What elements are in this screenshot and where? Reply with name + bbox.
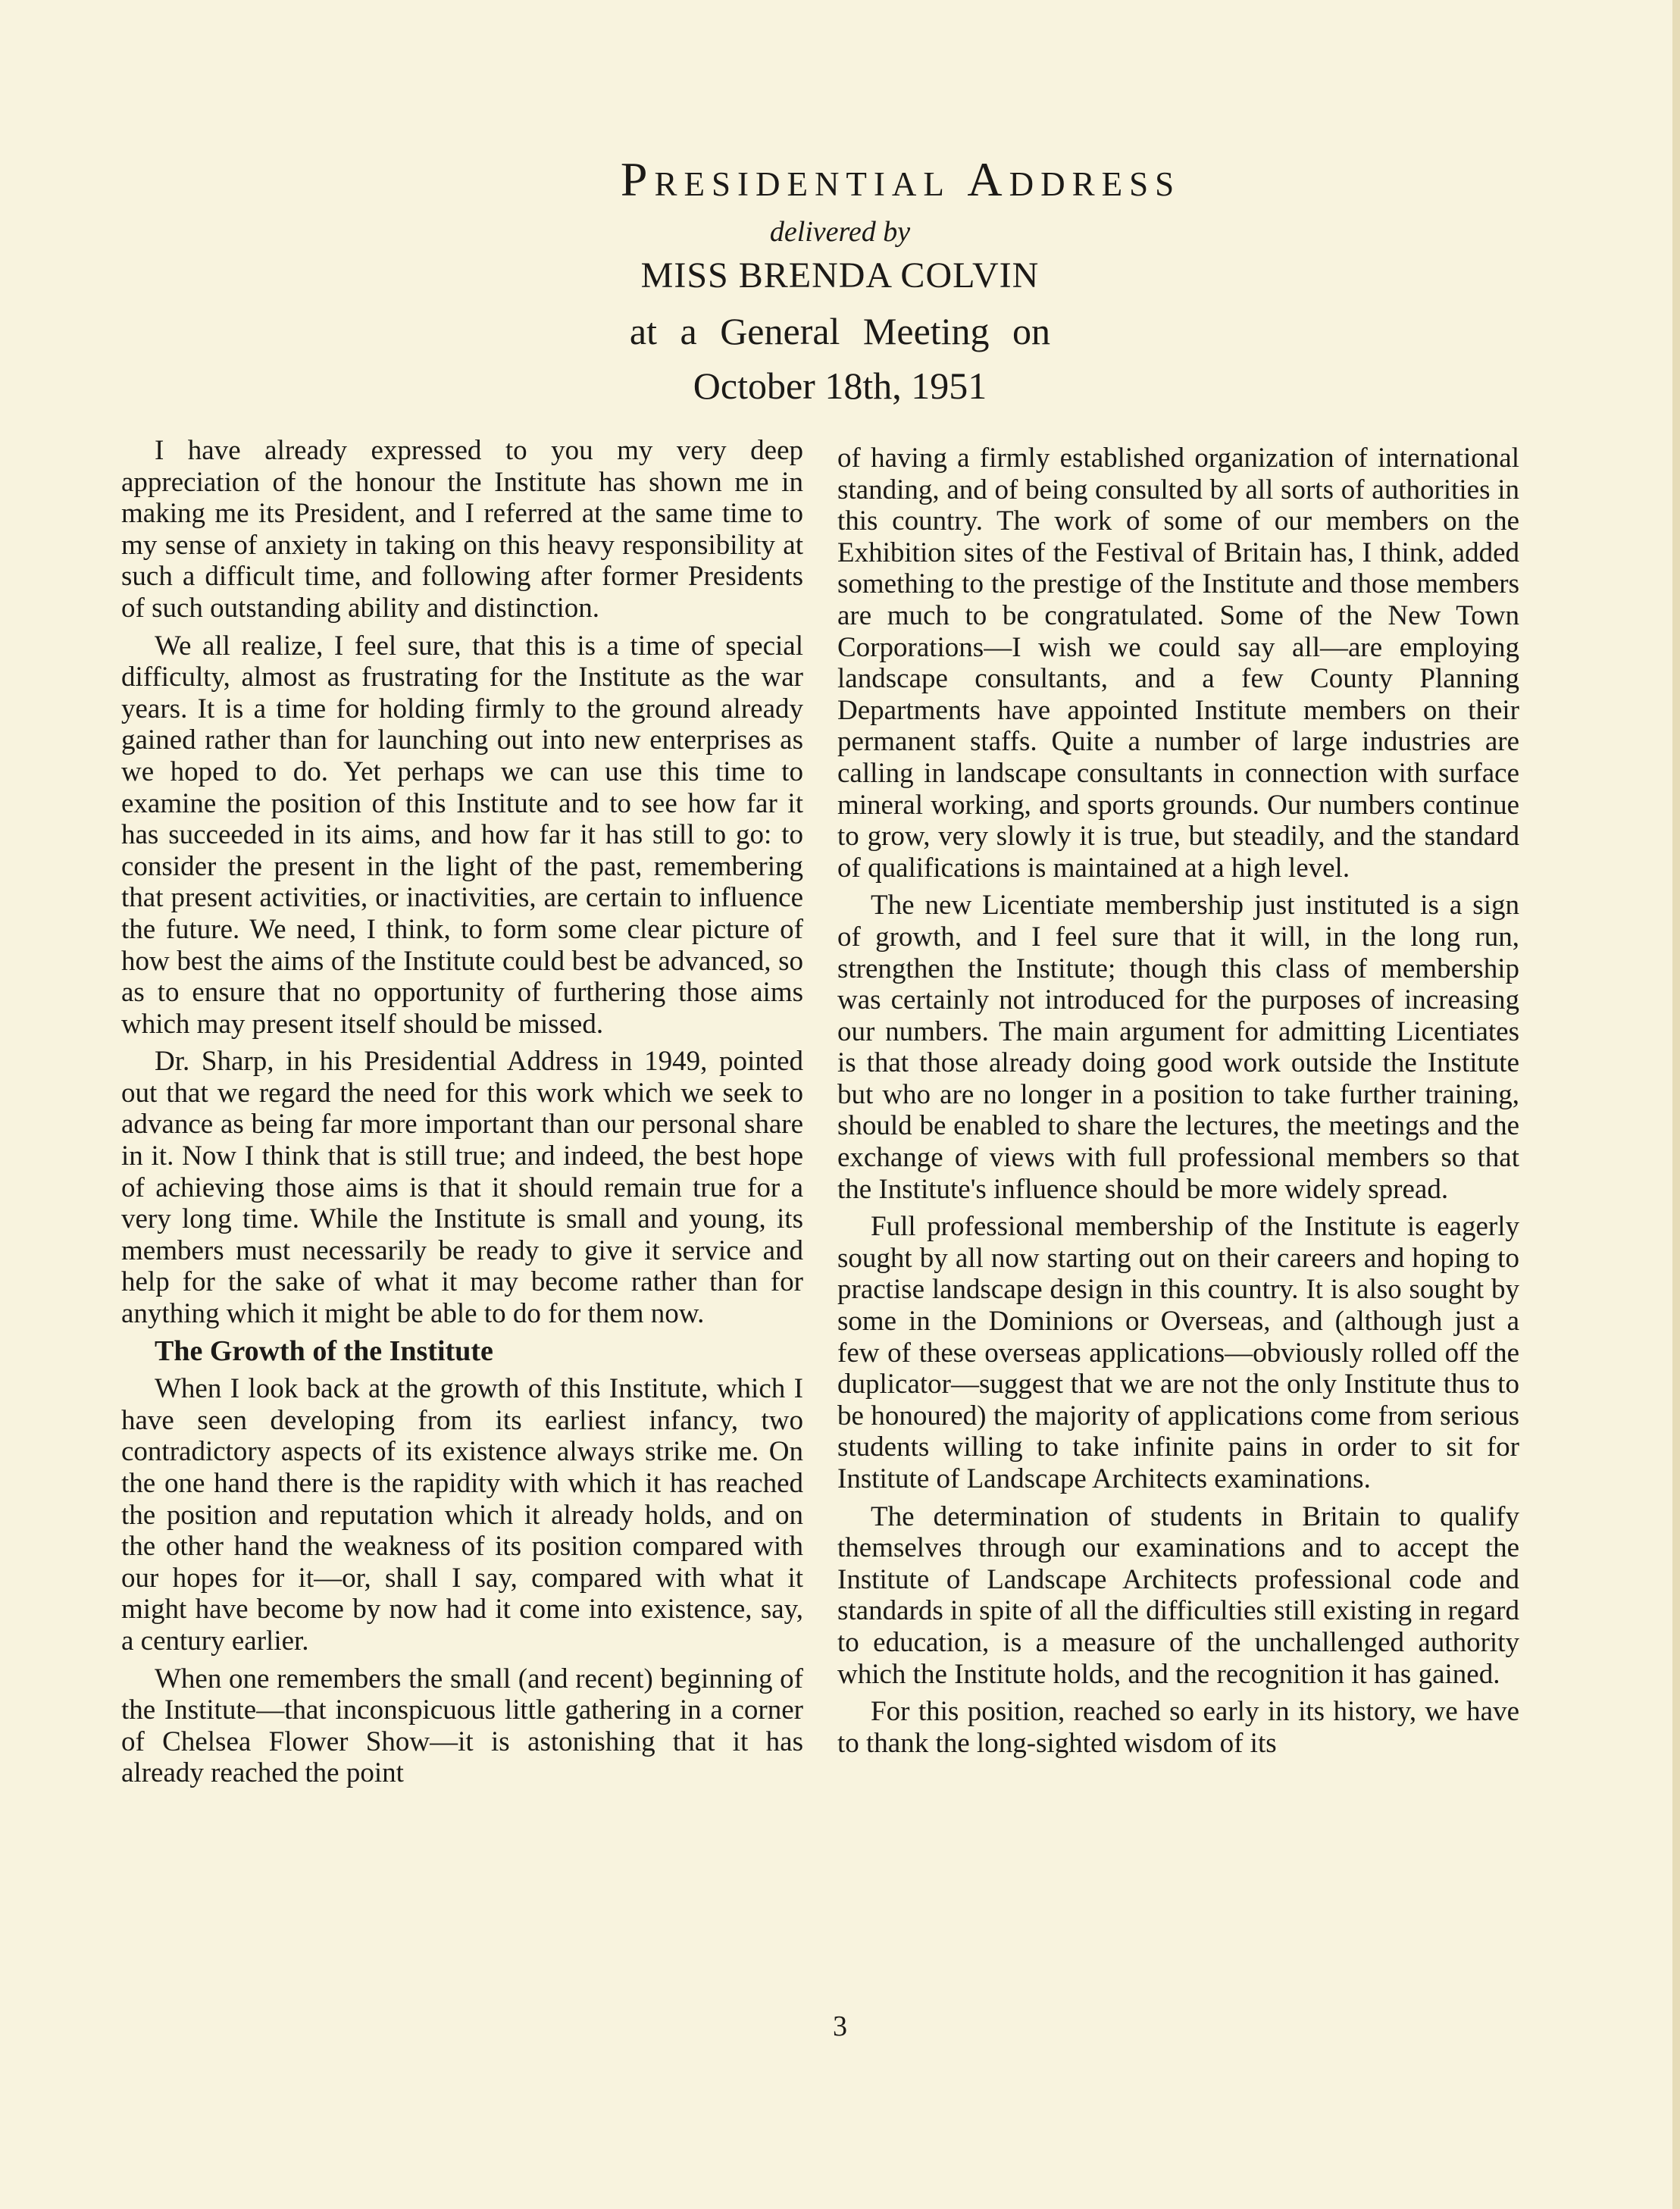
paragraph: of having a firmly established organization of international standing, and of being consulted by all sorts of authorities in this country. The work of some of our members on the Exhibition sites of the Festival of Britain has, I think, added something to the prestige of the Institute and those members are much to be congratulated. Some of the New Town Corporations—I wish we could say all—are employing landscape consultants, and a few County Planning Departments have appointed Institute members on their permanent staffs. Quite a number of large industries are calling in landscape consultants in connection with surface mineral working, and sports grounds. Our numbers continue to grow, very slowly it is true, but steadily, and the standard of qualifications is maintained at a high level.	[837, 443, 1519, 884]
date-line: October 18th, 1951	[693, 365, 987, 407]
delivered-by-line: delivered by	[769, 216, 911, 248]
paragraph: The determination of students in Britain to qualify themselves through our examinations and to accept the Institute of Landscape Architects professional code and standards in spite of all the difficulties still existing in regard to education, is a measure of the unchallenged authority which the Institute holds, and the recognition it has gained.	[837, 1500, 1519, 1690]
paragraph: When I look back at the growth of this Institute, which I have seen developing from its earliest infancy, two contradictory aspects of its existence always strike me. On the one hand there is the rapidity with which it has reached the position and reputation which it already holds, and on the other hand the weakness of its position compared with our hopes for it—or, shall I say, compared with what it might have become by now had it come into existence, say, a century earlier.	[121, 1373, 803, 1657]
right-column	[837, 443, 1519, 1765]
occasion-line: at a General Meeting on	[629, 310, 1051, 352]
speaker-name: MISS BRENDA COLVIN	[640, 255, 1040, 296]
paragraph: I have already expressed to you my very deep appreciation of the honour the Institute has shown me in making me its President, and I referred at the same time to my sense of anxiety in taking on this heavy responsibility at such a difficult time, and following after former Presidents of such outstanding ability and distinction.	[121, 435, 803, 624]
section-heading: The Growth of the Institute	[155, 1334, 493, 1367]
page-number: 3	[833, 2010, 847, 2042]
paragraph: When one remembers the small (and recent) beginning of the Institute—that inconspicuous little gathering in a corner of Chelsea Flower Show—it is astonishing that it has already reached the point	[121, 1663, 803, 1789]
paragraph: The new Licentiate membership just instituted is a sign of growth, and I feel sure that it will, in the long run, strengthen the Institute; though this class of membership was certainly not introduced for the purposes of increasing our numbers. The main argument for admitting Licentiates is that those already doing good work outside the Institute but who are no longer in a position to take further training, should be enabled to share the lectures, the meetings and the exchange of views with full professional members so that the Institute's influence should be more widely spread.	[837, 890, 1519, 1205]
paragraph: Dr. Sharp, in his Presidential Address in 1949, pointed out that we regard the need for this work which we seek to advance as being far more important than our personal share in it. Now I think that is still true; and indeed, the best hope of achieving those aims is that it should remain true for a very long time. While the Institute is small and young, its members must necessarily be ready to give it service and help for the sake of what it may become rather than for anything which it might be able to do for them now.	[121, 1046, 803, 1330]
page-title: Presidential Address	[620, 152, 1181, 206]
paragraph: For this position, reached so early in its history, we have to thank the long-sighted wisdom of its	[837, 1696, 1519, 1759]
left-column	[121, 435, 803, 1795]
paragraph: Full professional membership of the Institute is eagerly sought by all now starting out on their careers and hoping to practise landscape design in this country. It is also sought by some in the Dominions or Overseas, and (although just a few of these overseas applications—obviously rolled off the duplicator—suggest that we are not the only Institute thus to be honoured) the majority of applications come from serious students willing to take infinite pains in order to sit for Institute of Landscape Architects examinations.	[837, 1211, 1519, 1494]
paragraph: We all realize, I feel sure, that this is a time of special difficulty, almost as frustrating for the Institute as the war years. It is a time for holding firmly to the ground already gained rather than for launching out into new enterprises as we hoped to do. Yet perhaps we can use this time to examine the position of this Institute and to see how far it has succeeded in its aims, and how far it has still to go: to consider the present in the light of the past, remembering that present activities, or inactivities, are certain to influence the future. We need, I think, to form some clear picture of how best the aims of the Institute could best be advanced, so as to ensure that no opportunity of furthering those aims which may present itself should be missed.	[121, 630, 803, 1040]
